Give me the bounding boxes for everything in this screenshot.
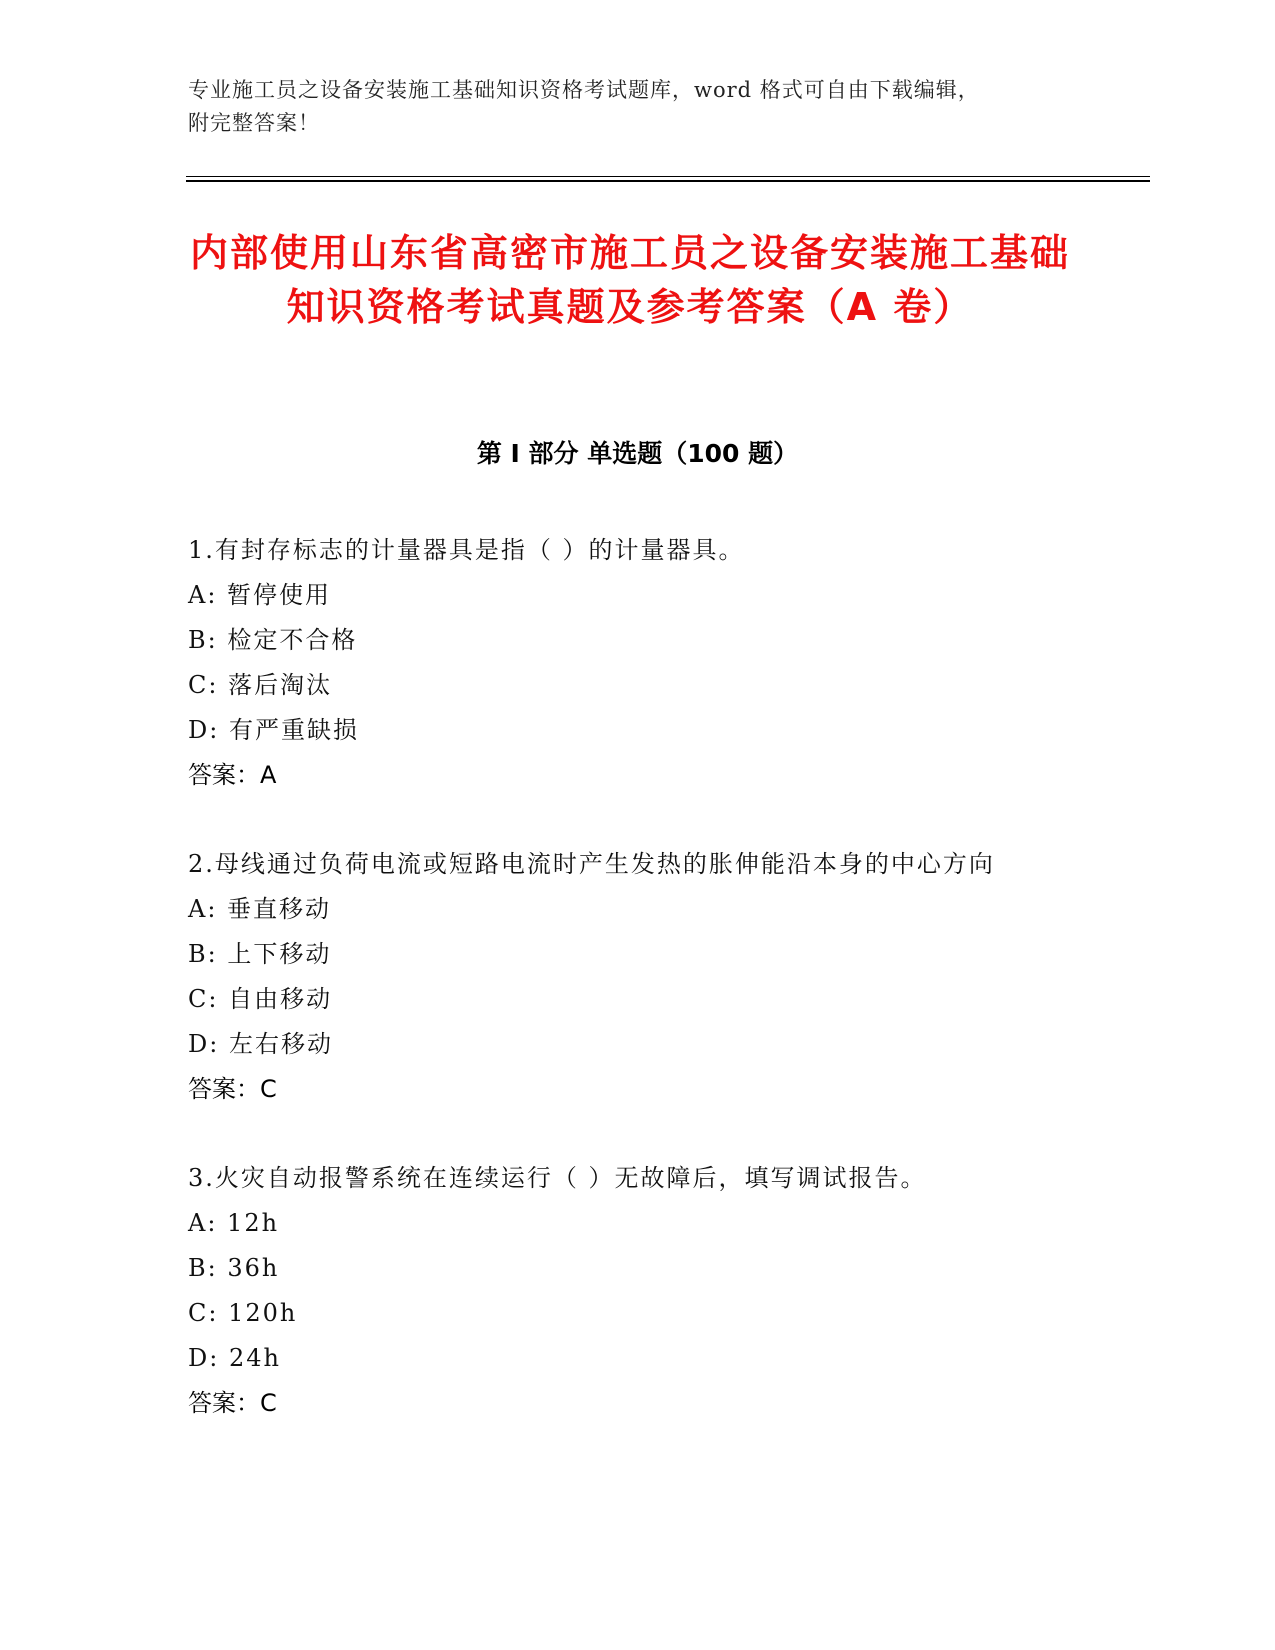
- option-d: D: 24h: [188, 1344, 281, 1372]
- option-a: A: 12h: [188, 1209, 280, 1237]
- option-a: A: 垂直移动: [188, 895, 332, 923]
- question-stem: 1.有封存标志的计量器具是指（ ）的计量器具。: [188, 536, 745, 564]
- option-c: C: 自由移动: [188, 985, 333, 1013]
- option-c: C: 落后淘汰: [188, 671, 333, 699]
- option-b: B: 上下移动: [188, 940, 332, 968]
- question-1: [188, 528, 1068, 798]
- option-d: D: 有严重缺损: [188, 716, 359, 744]
- header-divider-thin: [186, 176, 1150, 177]
- question-3: [188, 1156, 1068, 1426]
- question-2: [188, 842, 1068, 1112]
- option-a: A: 暂停使用: [188, 581, 332, 609]
- document-title: 内部使用山东省高密市施工员之设备安装施工基础知识资格考试真题及参考答案（A 卷）: [189, 231, 1070, 329]
- question-stem: 2.母线通过负荷电流或短路电流时产生发热的胀伸能沿本身的中心方向: [188, 850, 995, 878]
- header-note: [188, 74, 1068, 140]
- section-title: 第 I 部分 单选题（100 题）: [476, 439, 799, 468]
- answer-line: 答案：C: [188, 1389, 277, 1417]
- question-list: [188, 528, 1068, 1470]
- question-stem: 3.火灾自动报警系统在连续运行（ ）无故障后，填写调试报告。: [188, 1164, 927, 1192]
- answer-line: 答案：C: [188, 1075, 277, 1103]
- option-b: B: 检定不合格: [188, 626, 358, 654]
- header-note-line2: 附完整答案！: [188, 111, 320, 135]
- header-note-line1: 专业施工员之设备安装施工基础知识资格考试题库，word 格式可自由下载编辑，: [188, 78, 980, 102]
- header-divider-thick: [186, 180, 1150, 182]
- option-b: B: 36h: [188, 1254, 280, 1282]
- answer-line: 答案：A: [188, 761, 277, 789]
- option-c: C: 120h: [188, 1299, 298, 1327]
- option-d: D: 左右移动: [188, 1030, 333, 1058]
